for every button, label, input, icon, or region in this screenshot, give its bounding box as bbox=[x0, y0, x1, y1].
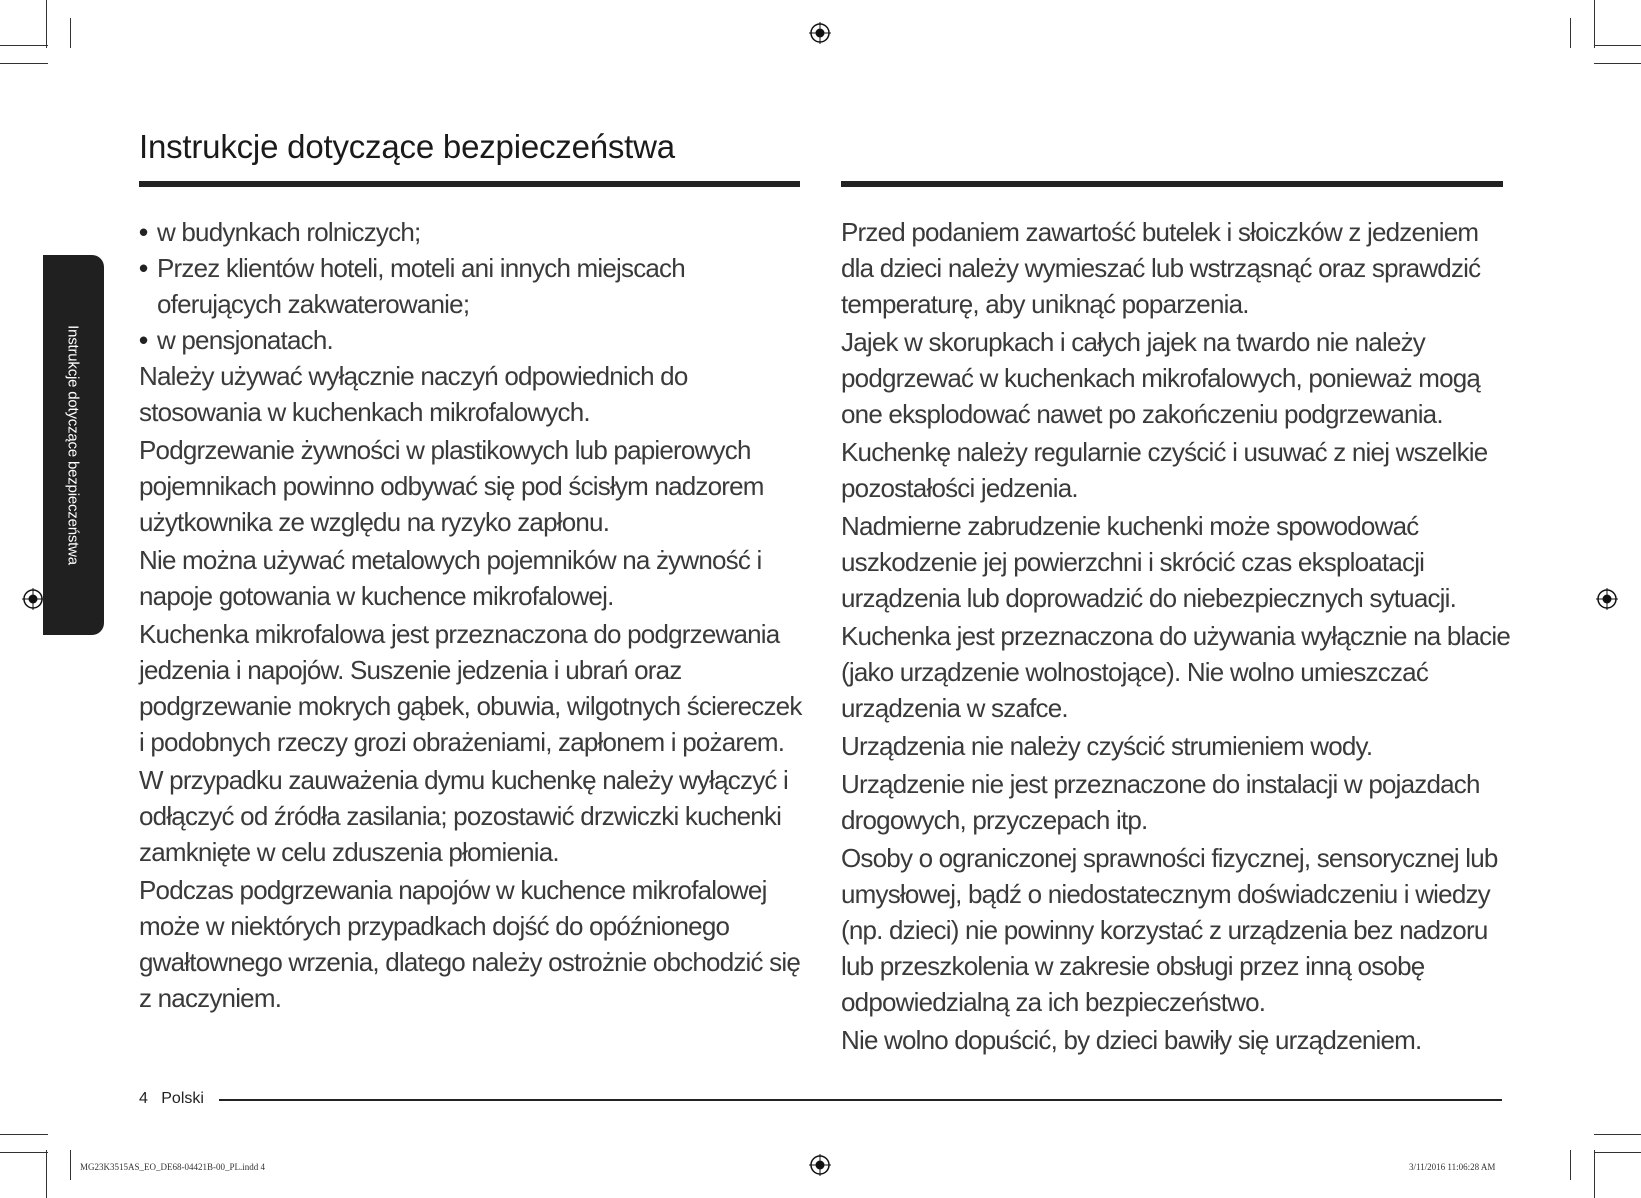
registration-mark-icon bbox=[809, 1154, 831, 1176]
registration-mark-icon bbox=[22, 588, 44, 610]
paragraph: W przypadku zauważenia dymu kuchenkę należy wyłączyć i odłączyć od źródła zasilania; pozostawić drzwiczki kuchenki zamknięte w celu zduszenia płomienia. bbox=[139, 765, 788, 867]
crop-mark bbox=[0, 1134, 48, 1135]
heading-rule-right bbox=[841, 181, 1503, 187]
crop-mark bbox=[0, 1152, 48, 1153]
crop-mark bbox=[1570, 1150, 1571, 1180]
registration-mark-icon bbox=[809, 22, 831, 44]
paragraph: Kuchenka mikrofalowa jest przeznaczona do podgrzewania jedzenia i napojów. Suszenie jedzenia i ubrań oraz podgrzewanie mokrych gąbek, obuwia, wilgotnych ściereczek i podobnych rzeczy grozi obrażeniami, zapłonem i pożarem. bbox=[139, 619, 802, 757]
crop-mark bbox=[1594, 1134, 1641, 1135]
crop-mark bbox=[1570, 18, 1571, 48]
section-side-tab bbox=[43, 255, 104, 635]
bullet-icon: • bbox=[139, 325, 148, 355]
print-slug-date: 3/11/2016 11:06:28 AM bbox=[1409, 1162, 1496, 1172]
paragraph: Jajek w skorupkach i całych jajek na twardo nie należy podgrzewać w kuchenkach mikrofalowych, ponieważ mogą one eksplodować nawet po zakończeniu podgrzewania. bbox=[841, 327, 1481, 429]
paragraph: Nadmierne zabrudzenie kuchenki może spowodować uszkodzenie jej powierzchni i skrócić czas eksploatacji urządzenia lub doprowadzić do niebezpiecznych sytuacji. bbox=[841, 511, 1457, 613]
paragraph: Urządzenia nie należy czyścić strumieniem wody. bbox=[841, 731, 1373, 761]
bullet-icon: • bbox=[139, 253, 148, 283]
paragraph: Kuchenka jest przeznaczona do używania wyłącznie na blacie (jako urządzenie wolnostojące). Nie wolno umieszczać urządzenia w szafce. bbox=[841, 621, 1511, 723]
left-column bbox=[139, 214, 804, 1018]
heading-rule-left bbox=[139, 181, 800, 187]
paragraph: Nie można używać metalowych pojemników na żywność i napoje gotowania w kuchence mikrofalowej. bbox=[139, 545, 762, 611]
page-title: Instrukcje dotyczące bezpieczeństwa bbox=[139, 128, 675, 165]
crop-mark bbox=[46, 1150, 47, 1198]
crop-mark bbox=[70, 18, 71, 48]
page-footer bbox=[139, 1090, 204, 1108]
footer-rule bbox=[219, 1099, 1502, 1101]
paragraph: Nie wolno dopuścić, by dzieci bawiły się urządzeniem. bbox=[841, 1025, 1422, 1055]
crop-mark bbox=[70, 1150, 71, 1180]
crop-mark bbox=[0, 45, 48, 46]
paragraph: Kuchenkę należy regularnie czyścić i usuwać z niej wszelkie pozostałości jedzenia. bbox=[841, 437, 1488, 503]
crop-mark bbox=[1594, 1150, 1595, 1198]
paragraph: Podgrzewanie żywności w plastikowych lub papierowych pojemnikach powinno odbywać się pod ścisłym nadzorem użytkownika ze względu na ryzyko zapłonu. bbox=[139, 435, 764, 537]
registration-mark-icon bbox=[1596, 588, 1618, 610]
bullet-item: • w budynkach rolniczych; bbox=[139, 214, 804, 250]
paragraph: Przed podaniem zawartość butelek i słoiczków z jedzeniem dla dzieci należy wymieszać lub wstrząsnąć oraz sprawdzić temperaturę, aby uniknąć poparzenia. bbox=[841, 217, 1481, 319]
crop-mark bbox=[0, 63, 48, 64]
right-column bbox=[841, 214, 1511, 1060]
crop-mark bbox=[1594, 45, 1641, 46]
crop-mark bbox=[1594, 63, 1641, 64]
footer-language: Polski bbox=[161, 1090, 204, 1107]
paragraph: Należy używać wyłącznie naczyń odpowiednich do stosowania w kuchenkach mikrofalowych. bbox=[139, 361, 688, 427]
paragraph: Osoby o ograniczonej sprawności fizycznej, sensorycznej lub umysłowej, bądź o niedostatecznym doświadczeniu i wiedzy (np. dzieci) nie powinny korzystać z urządzenia bez nadzoru lub przeszkolenia w zakresie obsługi przez inną osobę odpowiedzialną za ich bezpieczeństwo. bbox=[841, 843, 1498, 1017]
crop-mark bbox=[1594, 0, 1595, 48]
bullet-icon: • bbox=[139, 217, 148, 247]
paragraph: Podczas podgrzewania napojów w kuchence mikrofalowej może w niektórych przypadkach dojść do opóźnionego gwałtownego wrzenia, dlatego należy ostrożnie obchodzić się z naczyniem. bbox=[139, 875, 800, 1013]
bullet-item: • w pensjonatach. bbox=[139, 322, 804, 358]
crop-mark bbox=[46, 0, 47, 48]
print-slug-file: MG23K3515AS_EO_DE68-04421B-00_PL.indd 4 bbox=[80, 1162, 266, 1172]
side-tab-label: Instrukcje dotyczące bezpieczeństwa bbox=[64, 325, 82, 565]
paragraph: Urządzenie nie jest przeznaczone do instalacji w pojazdach drogowych, przyczepach itp. bbox=[841, 769, 1480, 835]
crop-mark bbox=[1594, 1152, 1641, 1153]
bullet-item: • Przez klientów hoteli, moteli ani innych miejscach oferujących zakwaterowanie; bbox=[139, 250, 804, 322]
page-number: 4 bbox=[139, 1090, 148, 1107]
